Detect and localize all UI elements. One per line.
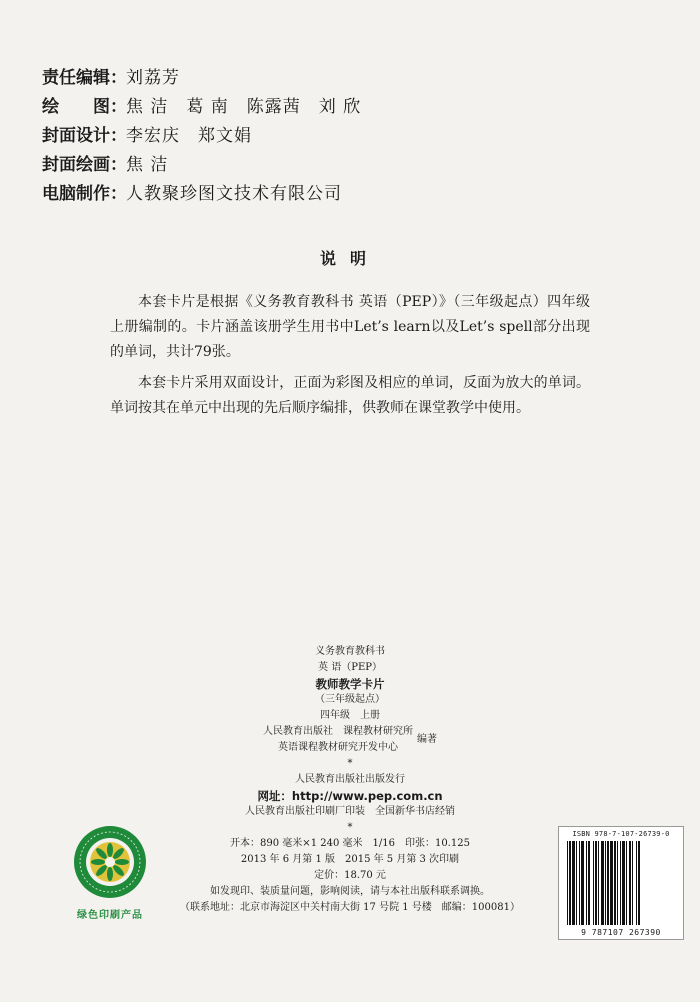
imprint-editor-1: 人民教育出版社 课程教材研究所 bbox=[263, 726, 413, 737]
imprint-notice: 如发现印、装质量问题，影响阅读，请与本社出版科联系调换。 bbox=[210, 886, 490, 897]
credit-value: 焦 洁 葛 南 陈露茜 刘 欣 bbox=[126, 97, 362, 117]
credit-value: 李宏庆 郑文娟 bbox=[126, 126, 252, 146]
imprint-editors bbox=[150, 724, 550, 756]
credit-value: 焦 洁 bbox=[126, 155, 169, 175]
credit-value: 刘荔芳 bbox=[126, 68, 180, 88]
credits-block bbox=[42, 64, 361, 209]
credit-label: 绘 图： bbox=[42, 97, 127, 117]
credit-label: 封面设计： bbox=[42, 126, 127, 146]
imprint-separator: * bbox=[347, 758, 353, 769]
editors-group bbox=[263, 724, 437, 756]
intro-paragraph: 本套卡片是根据《义务教育教科书 英语（PEP）》（三年级起点）四年级上册编制的。卡片涵盖该册学生用书中Let’s learn以及Let’s spell部分出现的单词，共计79张。 bbox=[110, 294, 590, 360]
imprint-subject: 英 语（PEP） bbox=[318, 662, 382, 673]
intro-text bbox=[110, 290, 590, 427]
green-printing-logo bbox=[60, 824, 160, 921]
green-printing-caption: 绿色印刷产品 bbox=[77, 910, 143, 921]
isbn-barcode bbox=[558, 826, 684, 940]
isbn-text: ISBN 978-7-107-26739-0 bbox=[572, 830, 670, 838]
imprint-title: 教师教学卡片 bbox=[315, 677, 385, 691]
green-printing-icon bbox=[72, 824, 148, 900]
section-heading: 说明 bbox=[319, 249, 380, 268]
isbn-digits: 9 787107 267390 bbox=[581, 928, 661, 937]
credit-row-editor bbox=[42, 64, 361, 93]
imprint-publisher: 人民教育出版社出版发行 bbox=[295, 774, 405, 785]
imprint-address: （联系地址：北京市海淀区中关村南大街 17 号院 1 号楼 邮编：100081） bbox=[180, 902, 520, 913]
credit-row-cover-painting bbox=[42, 151, 361, 180]
credit-value: 人教聚珍图文技术有限公司 bbox=[126, 184, 342, 204]
imprint-website: 网址：http://www.pep.com.cn bbox=[257, 789, 443, 803]
barcode-icon bbox=[565, 841, 677, 925]
imprint-edition: 2013 年 6 月第 1 版 2015 年 5 月第 3 次印刷 bbox=[240, 854, 460, 865]
credit-row-cover-design bbox=[42, 122, 361, 151]
imprint-printer: 人民教育出版社印刷厂印装 全国新华书店经销 bbox=[245, 806, 455, 817]
credit-label: 电脑制作： bbox=[42, 184, 127, 204]
imprint-block bbox=[150, 644, 550, 916]
imprint-series: 义务教育教科书 bbox=[315, 646, 385, 657]
credit-row-typesetting bbox=[42, 180, 361, 209]
imprint-specs: 开本：890 毫米×1 240 毫米 1/16 印张：10.125 bbox=[230, 838, 470, 849]
imprint-price: 定价：18.70 元 bbox=[314, 870, 386, 881]
imprint-start-grade: （三年级起点） bbox=[315, 694, 385, 705]
intro-paragraph: 本套卡片采用双面设计，正面为彩图及相应的单词，反面为放大的单词。单词按其在单元中出现的先后顺序编排，供教师在课堂教学中使用。 bbox=[110, 375, 590, 416]
imprint-editor-2: 英语课程教材研究开发中心 bbox=[278, 742, 398, 753]
imprint-volume: 四年级 上册 bbox=[320, 710, 380, 721]
credit-label: 封面绘画： bbox=[42, 155, 127, 175]
credit-row-illustration bbox=[42, 93, 361, 122]
imprint-editor-suffix: 编著 bbox=[417, 734, 437, 745]
imprint-separator: * bbox=[347, 822, 353, 833]
credit-label: 责任编辑： bbox=[42, 68, 127, 88]
editors-lines bbox=[263, 724, 413, 756]
